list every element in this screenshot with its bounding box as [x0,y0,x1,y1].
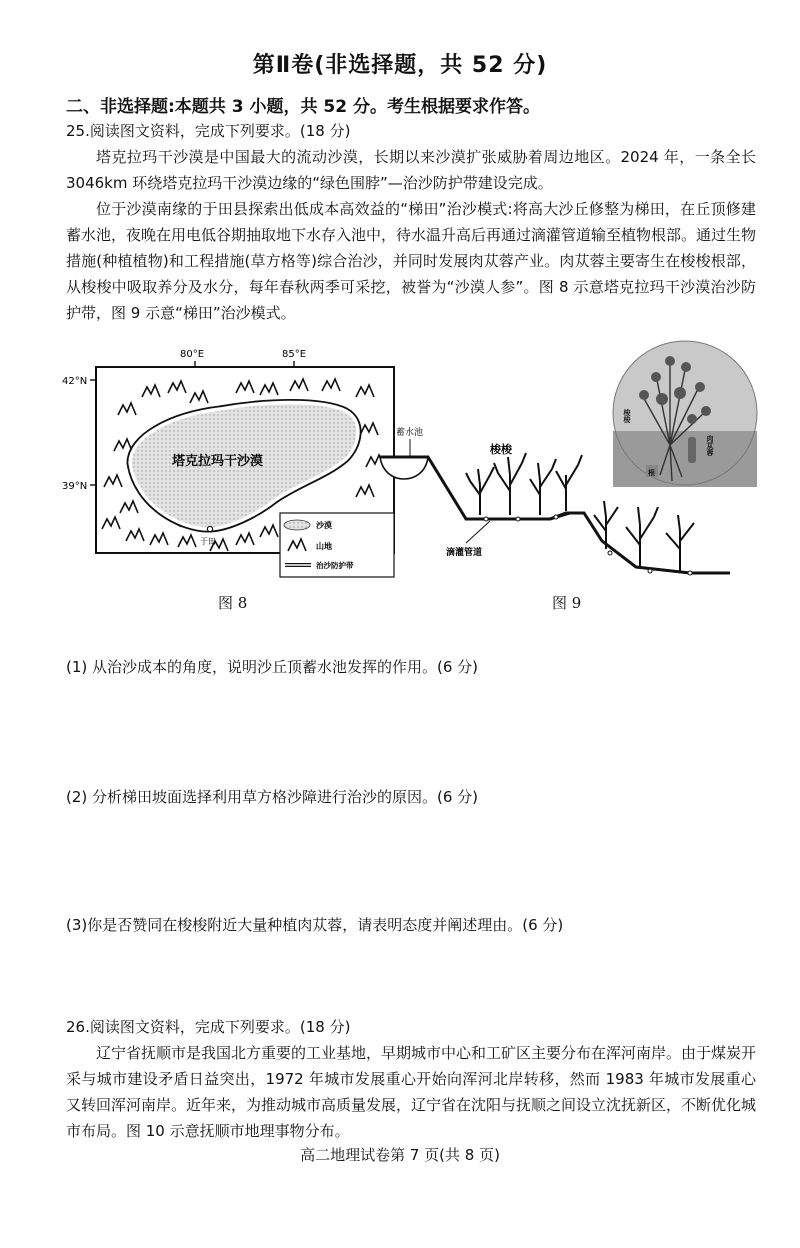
q26-material [66,1040,756,1144]
saxaul-label: 梭梭 [490,443,512,456]
lat-39-label: 39°N [62,481,88,492]
q25-stem: 25.阅读图文资料，完成下列要求。(18 分) [66,122,351,140]
figure-8-map [60,345,400,615]
lon-80-label: 80°E [180,349,205,360]
figure-8-caption: 图 8 [218,594,248,612]
inset-root-label: 根 [648,469,655,477]
q25-subquestion-3: (3)你是否赞同在梭梭附近大量种植肉苁蓉，请表明态度并阐述理由。(6 分) [66,916,564,934]
figure-9-caption: 图 9 [552,594,582,612]
yutian-point [207,526,212,531]
inset-photo [613,341,757,487]
section-heading: 二、非选择题:本题共 3 小题，共 52 分。考生根据要求作答。 [66,97,540,117]
q25-paragraph-2: 位于沙漠南缘的于田县探索出低成本高效益的“梯田”治沙模式:将高大沙丘修整为梯田，在丘顶修建蓄水池，夜晚在用电低谷期抽取地下水存入池中，待水温升高后再通过滴灌管道输至植物根部。通过生物措施(种植植物)和工程措施(草方格等)综合治沙，并同时发展肉苁蓉产业。肉苁蓉主要寄生在梭梭根部，从梭梭中吸取养分及水分，每年春秋两季可采挖，被誉为“沙漠人参”。图 8 示意塔克拉玛干沙漠治沙防护带，图 9 示意“梯田”治沙模式。 [66,200,757,322]
inset-cistanche-label: 肉苁蓉 [706,435,714,456]
q25-subquestion-1: (1) 从治沙成本的角度，说明沙丘顶蓄水池发挥的作用。(6 分) [66,658,479,676]
inset-saxaul-label: 梭梭 [623,409,631,423]
yutian-label: 于田 [200,537,216,546]
drip-pipe-label: 滴灌管道 [446,548,483,558]
lat-42-label: 42°N [62,376,88,387]
figure-9-diagram [370,335,770,595]
reservoir-label: 蓄水池 [396,428,424,438]
page-footer: 高二地理试卷第 7 页(共 8 页) [300,1146,500,1164]
legend-desert-label: 沙漠 [316,521,332,530]
q26-stem: 26.阅读图文资料，完成下列要求。(18 分) [66,1018,351,1036]
lon-85-label: 85°E [282,349,307,360]
legend-belt-label: 治沙防护带 [316,561,354,570]
reservoir [380,457,428,479]
q25-paragraph-1: 塔克拉玛干沙漠是中国最大的流动沙漠，长期以来沙漠扩张威胁着周边地区。2024 年，一条全长 3046km 环绕塔克拉玛干沙漠边缘的“绿色围脖”—治沙防护带建设完成。 [66,148,756,192]
q26-paragraph-1: 辽宁省抚顺市是我国北方重要的工业基地，早期城市中心和工矿区主要分布在浑河南岸。由于煤炭开采与城市建设矛盾日益突出，1972 年城市发展重心开始向浑河北岸转移，然而 1983 年城市发展重心又转回浑河南岸。近年来，为推动城市高质量发展，辽宁省在沈阳与抚顺之间设立沈抚新区，不断优化城市布局。图 10 示意抚顺市地理事物分布。 [66,1044,757,1140]
desert-label: 塔克拉玛干沙漠 [172,454,264,469]
q25-material [66,144,756,326]
q25-subquestion-2: (2) 分析梯田坡面选择利用草方格沙障进行治沙的原因。(6 分) [66,788,479,806]
legend-mountain-label: 山地 [316,542,332,551]
page-title: 第Ⅱ卷(非选择题，共 52 分) [252,53,548,78]
